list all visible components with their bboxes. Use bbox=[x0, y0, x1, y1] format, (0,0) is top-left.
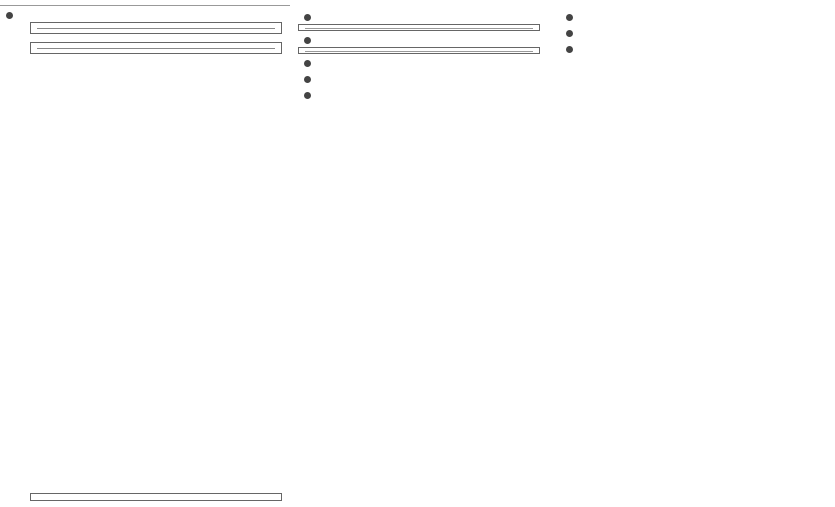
closing-verse bbox=[30, 493, 282, 501]
events-section-title bbox=[304, 92, 550, 99]
bullet-icon bbox=[566, 30, 573, 37]
fri-section-title bbox=[304, 37, 550, 44]
fri-box bbox=[298, 47, 540, 54]
fellowship-section-title bbox=[304, 76, 550, 83]
bullet-icon bbox=[6, 12, 13, 19]
bullet-icon bbox=[566, 14, 573, 21]
second-service-title bbox=[37, 44, 275, 49]
bullet-icon bbox=[304, 60, 311, 67]
first-service-box bbox=[30, 22, 282, 34]
mission-section-title bbox=[566, 46, 835, 53]
service-section-title bbox=[304, 60, 550, 67]
first-service-title bbox=[37, 24, 275, 29]
column-meetings bbox=[298, 0, 550, 507]
groups-section-title bbox=[566, 14, 835, 21]
wed-box bbox=[298, 24, 540, 31]
bullet-icon bbox=[566, 46, 573, 53]
bullet-icon bbox=[304, 14, 311, 21]
column-groups bbox=[560, 0, 835, 507]
column-worship bbox=[0, 0, 290, 507]
study-section-title bbox=[566, 30, 835, 37]
bullet-icon bbox=[304, 37, 311, 44]
worship-section-title bbox=[6, 12, 290, 19]
bullet-icon bbox=[304, 76, 311, 83]
second-service-box bbox=[30, 42, 282, 54]
bullet-icon bbox=[304, 92, 311, 99]
bulletin-header bbox=[0, 0, 290, 6]
wed-section-title bbox=[304, 14, 550, 21]
